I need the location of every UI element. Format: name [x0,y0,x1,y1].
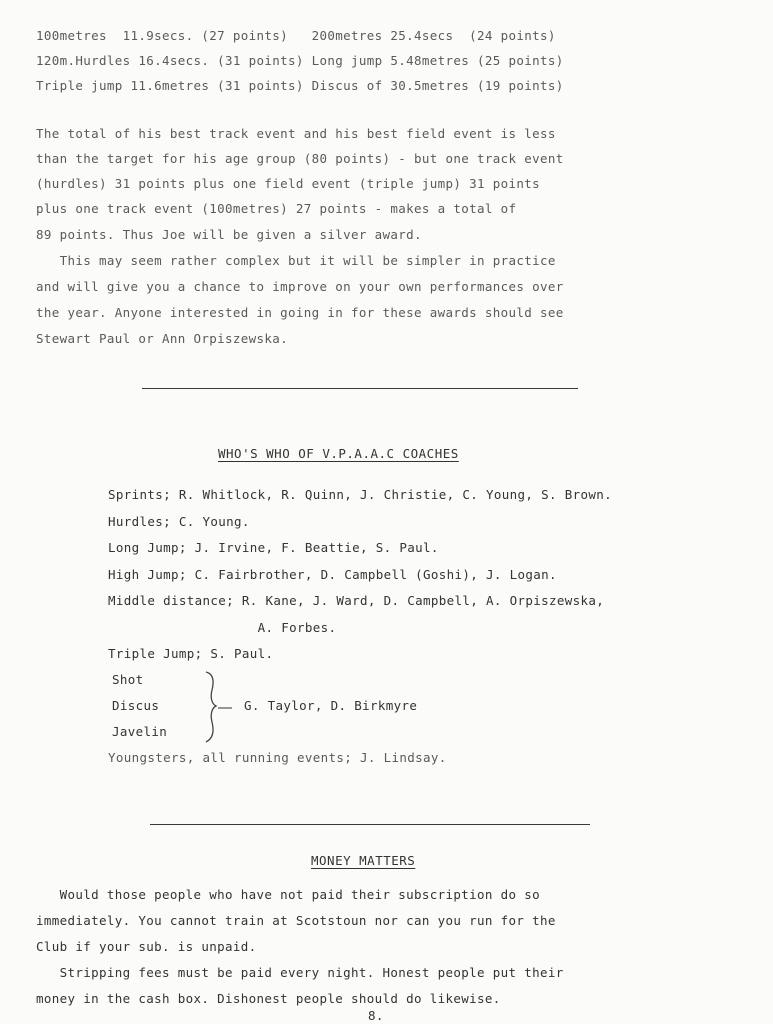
explanation-line-6: This may seem rather complex but it will be simpler in practice [36,253,556,268]
explanation-line-8: the year. Anyone interested in going in for these awards should see [36,305,564,320]
explanation-line-3: (hurdles) 31 points plus one field event (triple jump) 31 points [36,176,541,191]
throws-event-javelin: Javelin [112,724,168,739]
explanation-line-2: than the target for his age group (80 points) - but one track event [36,151,564,166]
coaches-high-jump: High Jump; C. Fairbrother, D. Campbell (Goshi), J. Logan. [108,567,557,582]
coaches-triple-jump: Triple Jump; S. Paul. [108,646,274,661]
money-line-3: Club if your sub. is unpaid. [36,939,257,954]
money-heading: MONEY MATTERS [311,853,416,868]
throws-event-discus: Discus [112,698,160,713]
throws-event-shot: Shot [112,672,144,687]
results-line-2: 120m.Hurdles 16.4secs. (31 points) Long jump 5.48metres (25 points) [36,53,564,68]
explanation-line-7: and will give you a chance to improve on your own performances over [36,279,564,294]
money-line-2: immediately. You cannot train at Scotstoun nor can you run for the [36,913,556,928]
money-line-4: Stripping fees must be paid every night. Honest people put their [36,965,564,980]
explanation-line-4: plus one track event (100metres) 27 points - makes a total of [36,201,517,216]
coaches-youngsters: Youngsters, all running events; J. Lindsay. [108,750,447,765]
explanation-line-1: The total of his best track event and his best field event is less [36,126,556,141]
money-line-1: Would those people who have not paid their subscription do so [36,887,541,902]
section-divider-2 [150,824,590,825]
throws-brace-icon [200,668,236,746]
money-line-5: money in the cash box. Dishonest people should do likewise. [36,991,501,1006]
results-line-3: Triple jump 11.6metres (31 points) Discus of 30.5metres (19 points) [36,78,564,93]
coaches-long-jump: Long Jump; J. Irvine, F. Beattie, S. Paul. [108,540,439,555]
coaches-middle-distance-cont: A. Forbes. [108,620,337,635]
page-number: 8. [368,1008,384,1023]
coaches-hurdles: Hurdles; C. Young. [108,514,250,529]
coaches-middle-distance: Middle distance; R. Kane, J. Ward, D. Campbell, A. Orpiszewska, [108,593,605,608]
results-line-1: 100metres 11.9secs. (27 points) 200metres 25.4secs (24 points) [36,28,556,43]
explanation-line-9: Stewart Paul or Ann Orpiszewska. [36,331,289,346]
throws-coaches: G. Taylor, D. Birkmyre [244,698,418,713]
explanation-line-5: 89 points. Thus Joe will be given a silver award. [36,227,422,242]
section-divider-1 [142,388,578,389]
coaches-sprints: Sprints; R. Whitlock, R. Quinn, J. Christie, C. Young, S. Brown. [108,487,613,502]
coaches-heading: WHO'S WHO OF V.P.A.A.C COACHES [218,446,459,461]
